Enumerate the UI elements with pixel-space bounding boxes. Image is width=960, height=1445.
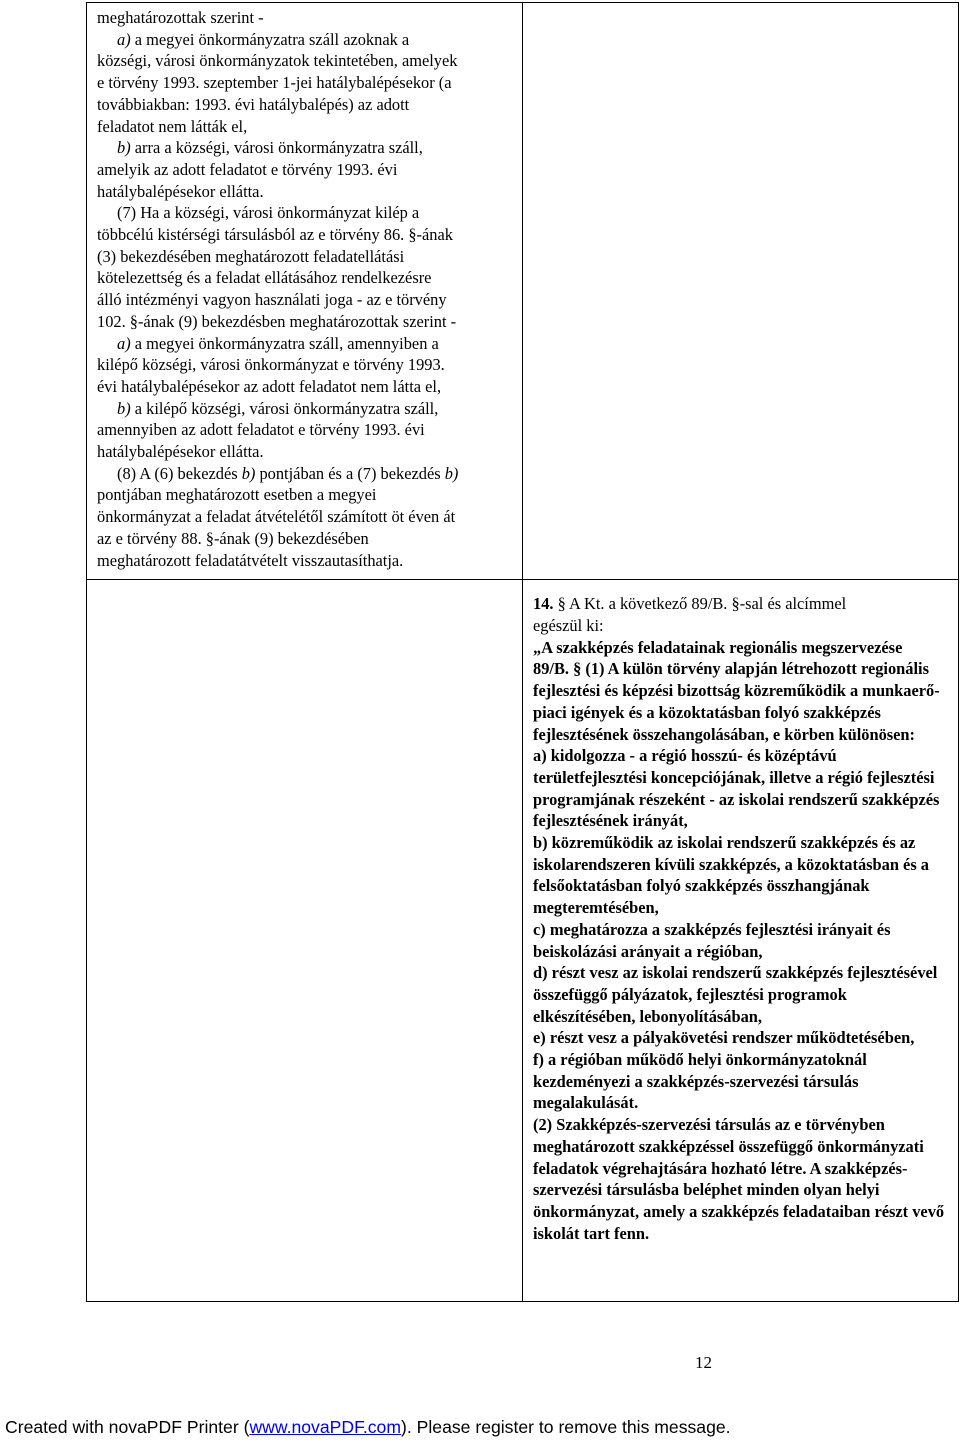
text-line: e törvény 1993. szeptember 1-jei hatálybalépésekor (a <box>97 73 452 93</box>
text-line: kötelezettség és a feladat ellátásához rendelkezésre <box>97 268 432 288</box>
footer-text: ). Please register to remove this message. <box>401 1417 731 1437</box>
text-line: 102. §-ának (9) bekezdésben meghatározottak szerint - <box>97 311 457 331</box>
text-line: álló intézményi vagyon használati joga - az e törvény <box>97 290 447 310</box>
paragraph-2: (2) Szakképzés-szervezési társulás az e törvényben meghatározott szakképzéssel összefüggő önkormányzati feladatok végrehajtására hozható létre. A szakképzés-szervezési társulásba beléphet minden olyan helyi önkormányzat, amely a szakképzés feladataiban részt vevő iskolát tart fenn. <box>533 1115 945 1243</box>
paragraph-1: 89/B. § (1) A külön törvény alapján létrehozott regionális fejlesztési és képzési bizottság közreműködik a munkaerő-piaci igények és a közoktatásban folyó szakképzés fejlesztésének összehangolásában, e körben különösen: <box>533 659 940 744</box>
text-line: egészül ki: <box>533 615 604 635</box>
right-cell-empty <box>523 3 959 580</box>
text-line: amelyik az adott feladatot e törvény 1993. évi <box>97 159 398 179</box>
item-marker: a) <box>117 29 131 49</box>
text-line: (3) bekezdésében meghatározott feladatellátási <box>97 246 405 266</box>
section-number: 14. <box>533 594 554 614</box>
text-line: meghatározott feladatátvételt visszautasíthatja. <box>97 550 404 570</box>
list-item-c: c) meghatározza a szakképzés fejlesztési irányait és beiskolázási arányait a régióban, <box>533 919 891 961</box>
text-line: feladatot nem látták el, <box>97 116 248 136</box>
text-span: § A Kt. a következő 89/B. §-sal és alcímmel <box>553 594 847 614</box>
text-line: az e törvény 88. §-ának (9) bekezdésében <box>97 528 369 548</box>
table-row <box>87 580 959 1302</box>
text-span: (8) A (6) bekezdés <box>117 463 242 483</box>
text-line <box>97 463 512 485</box>
text-line: községi, városi önkormányzatok tekintetében, amelyek <box>97 51 458 71</box>
footer-text: Created with novaPDF Printer ( <box>5 1417 250 1437</box>
text-line <box>97 398 512 420</box>
text-line: évi hatálybalépésekor az adott feladatot nem látta el, <box>97 376 442 396</box>
left-cell-text <box>87 3 523 580</box>
text-line <box>97 137 512 159</box>
item-marker: a) <box>117 333 131 353</box>
section-intro <box>533 593 948 615</box>
text-line: (7) Ha a községi, városi önkormányzat kilép a <box>117 203 420 223</box>
text-line: hatálybalépésekor ellátta. <box>97 181 264 201</box>
subsection-heading: „A szakképzés feladatainak regionális megszervezése <box>533 637 903 657</box>
right-cell-text <box>523 580 959 1302</box>
text-line: kilépő községi, városi önkormányzat e törvény 1993. <box>97 355 445 375</box>
text-span: pontjában és a (7) bekezdés <box>255 463 445 483</box>
text-line: önkormányzat a feladat átvételétől számított öt éven át <box>97 507 456 527</box>
text-line: többcélú kistérségi társulásból az e törvény 86. §-ának <box>97 225 453 245</box>
text-line: hatálybalépésekor ellátta. <box>97 442 264 462</box>
text-span: a kilépő községi, városi önkormányzatra száll, <box>130 398 439 418</box>
list-item-b: b) közreműködik az iskolai rendszerű szakképzés és az iskolarendszeren kívüli szakképzés, a közoktatásban és a felsőoktatásban folyó szakképzés összhangjának megteremtésében, <box>533 833 929 918</box>
text-line: amennyiben az adott feladatot e törvény 1993. évi <box>97 420 425 440</box>
item-marker: b) <box>117 398 131 418</box>
list-item-d: d) részt vesz az iskolai rendszerű szakképzés fejlesztésével összefüggő pályázatok, fejlesztési programok elkészítésében, lebonyolításában, <box>533 963 938 1026</box>
text-span: a megyei önkormányzatra száll, amennyiben a <box>130 333 439 353</box>
text-line: továbbiakban: 1993. évi hatálybalépés) az adott <box>97 94 410 114</box>
text-line: meghatározottak szerint - <box>97 8 264 27</box>
item-marker: b) <box>241 463 256 483</box>
text-span: arra a községi, városi önkormányzatra száll, <box>130 138 423 158</box>
text-span: a megyei önkormányzatra száll azoknak a <box>130 29 410 49</box>
watermark-footer <box>5 1417 731 1438</box>
text-line <box>97 333 512 355</box>
footer-link[interactable]: www.novaPDF.com <box>249 1417 402 1437</box>
document-table <box>86 2 959 1302</box>
left-cell-empty <box>87 580 523 1302</box>
page-number <box>0 1353 960 1373</box>
table-row <box>87 3 959 580</box>
list-item-f: f) a régióban működő helyi önkormányzatoknál kezdeményezi a szakképzés-szervezési társulás megalakulását. <box>533 1050 867 1113</box>
text-line <box>97 29 512 51</box>
page-number-value: 12 <box>695 1353 712 1372</box>
item-marker: b) <box>117 138 131 158</box>
list-item-a: a) kidolgozza - a régió hosszú- és középtávú területfejlesztési koncepciójának, illetve a régió fejlesztési programjának részeként - az iskolai rendszerű szakképzés fejlesztésének irányát, <box>533 746 940 831</box>
item-marker: b) <box>444 463 459 483</box>
list-item-e: e) részt vesz a pályakövetési rendszer működtetésében, <box>533 1028 915 1048</box>
text-line: pontjában meghatározott esetben a megyei <box>97 485 377 505</box>
